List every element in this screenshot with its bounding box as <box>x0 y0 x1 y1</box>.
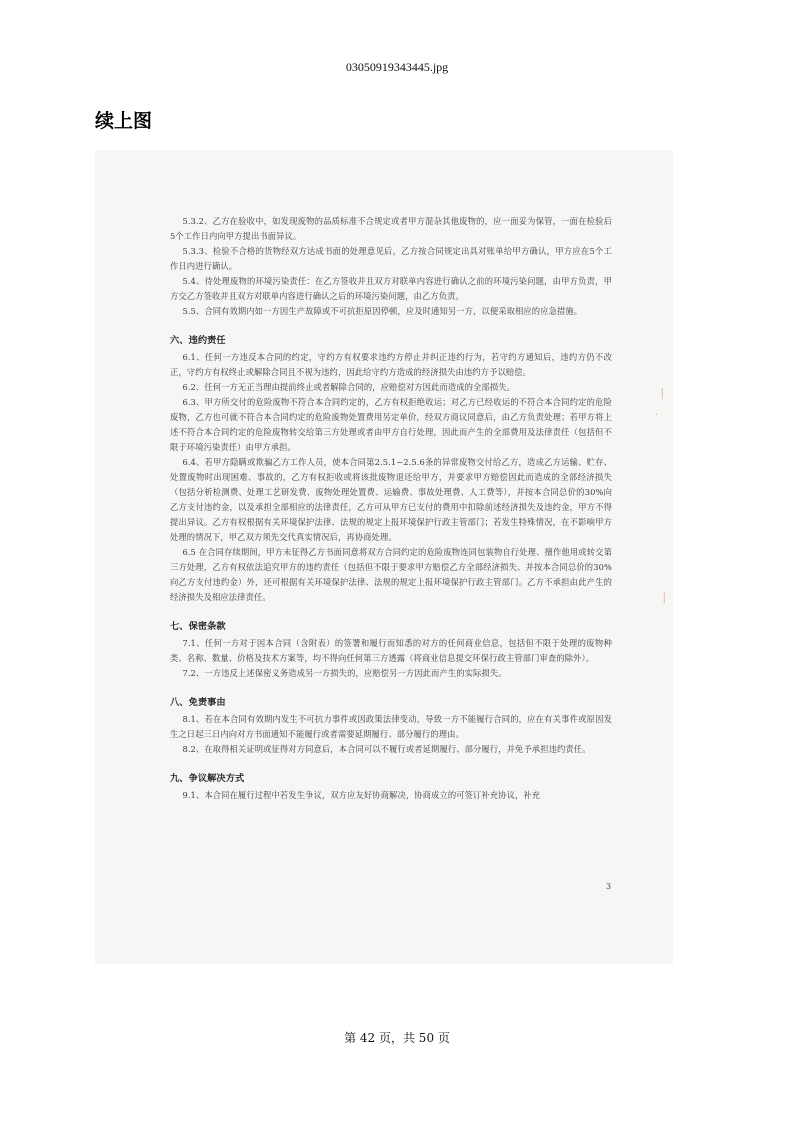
scanned-contract-page <box>95 150 673 964</box>
page-heading: 续上图 <box>95 110 153 132</box>
clause-6-4: 6.4、若甲方隐瞒或欺骗乙方工作人员，使本合同第2.5.1~2.5.6条的异常废物交付给乙方，造成乙方运输、贮存、处置废物时出现困难、事故的，乙方有权拒收或将该批废物退还给甲方，并要求甲方赔偿因此而造成的全部经济损失（包括分析检测费、处理工艺研发费、废物处理处置费、运输费、事故处理费、人工费等），并按本合同总价的30%向乙方支付违约金，以及承担全部相应的法律责任，乙方可从甲方已支付的费用中扣除前述经济损失及违约金，甲方不得提出异议。乙方有权根据有关环境保护法律、法规的规定上报环境保护行政主管部门；若发生特殊情况，在不影响甲方处理的情况下，甲乙双方须先交代真实情况后，再协商处理。 <box>170 457 612 542</box>
clause-7-1: 7.1、任何一方对于因本合同（含附表）的签署和履行而知悉的对方的任何商业信息，包括但不限于处理的废物种类、名称、数量、价格及技术方案等，均不得向任何第三方透露（将商业信息提交环保行政主管部门审查的除外）。 <box>170 638 612 663</box>
clause-8-2: 8.2、在取得相关证明或征得对方同意后，本合同可以不履行或者延期履行、部分履行，并免予承担违约责任。 <box>182 744 591 754</box>
clause-5-4: 5.4、待处理废物的环境污染责任：在乙方签收并且双方对联单内容进行确认之前的环境污染问题，由甲方负责，甲方交乙方签收并且双方对联单内容进行确认之后的环境污染问题，由乙方负责。 <box>170 276 612 301</box>
clause-9-1: 9.1、本合同在履行过程中若发生争议，双方应友好协商解决，协商成立的可签订补充协议，补充 <box>182 790 541 800</box>
seal-fragment-mark: · <box>655 410 659 421</box>
section-title-exemption: 八、免责事由 <box>170 697 226 708</box>
clause-6-1: 6.1、任何一方违反本合同的约定，守约方有权要求违约方停止并纠正违约行为，若守约方通知后，违约方仍不改正，守约方有权终止或解除合同且不视为违约，因此给守约方造成的经济损失由违约方予以赔偿。 <box>170 352 612 377</box>
seal-fragment-mark: ⸽ <box>661 389 664 400</box>
section-title-confidentiality: 七、保密条款 <box>170 621 226 632</box>
contract-text <box>170 214 612 803</box>
clause-6-5: 6.5 在合同存续期间，甲方未征得乙方书面同意将双方合同约定的危险废物连同包装物自行处理、擅作他用或转交第三方处理，乙方有权依法追究甲方的违约责任（包括但不限于要求甲方赔偿乙方全部经济损失、并按本合同总价的30%向乙方支付违约金）外，还可根据有关环境保护法律、法规的规定上报环境保护行政主管部门。乙方不承担由此产生的经济损失及相应法律责任。 <box>170 547 612 602</box>
clause-6-2: 6.2、任何一方无正当理由提前终止或者解除合同的，应赔偿对方因此而造成的全部损失。 <box>182 382 516 392</box>
clause-5-3-2: 5.3.2、乙方在验收中，如发现废物的品质标准不合规定或者甲方混杂其他废物的，应一面妥为保管，一面在检验后5个工作日内向甲方提出书面异议。 <box>170 216 612 241</box>
scan-page-number: 3 <box>606 882 612 891</box>
clause-5-5: 5.5、合同有效期内如一方因生产故障或不可抗拒原因停顿，应及时通知另一方，以便采取相应的应急措施。 <box>182 306 583 316</box>
clause-8-1: 8.1、若在本合同有效期内发生不可抗力事件或因政策法律变动，导致一方不能履行合同的，应在有关事件或原因发生之日起三日内向对方书面通知不能履行或者需要延期履行、部分履行的理由。 <box>170 714 612 739</box>
section-title-breach: 六、违约责任 <box>170 335 226 346</box>
seal-fragment-mark: ⸽ <box>663 593 666 604</box>
clause-6-3: 6.3、甲方所交付的危险废物不符合本合同约定的，乙方有权拒绝收运；对乙方已经收运的不符合本合同约定的危险废物，乙方也可就不符合本合同约定的危险废物处置费用另定单价，经双方商议同意后，由乙方负责处理；若甲方将上述不符合本合同约定的危险废物转交给第三方处理或者由甲方自行处理，因此而产生的全部费用及法律责任（包括但不限于环境污染责任）由甲方承担。 <box>170 397 612 452</box>
file-name: 03050919343445.jpg <box>345 60 449 74</box>
page-footer: 第 42 页，共 50 页 <box>344 1031 450 1045</box>
clause-5-3-3: 5.3.3、检验不合格的货物经双方达成书面的处理意见后，乙方按合同规定出具对账单给甲方确认，甲方应在5个工作日内进行确认。 <box>170 246 612 271</box>
clause-7-2: 7.2、一方违反上述保密义务造成另一方损失的，应赔偿另一方因此而产生的实际损失。 <box>182 668 507 678</box>
section-title-dispute: 九、争议解决方式 <box>170 773 245 784</box>
